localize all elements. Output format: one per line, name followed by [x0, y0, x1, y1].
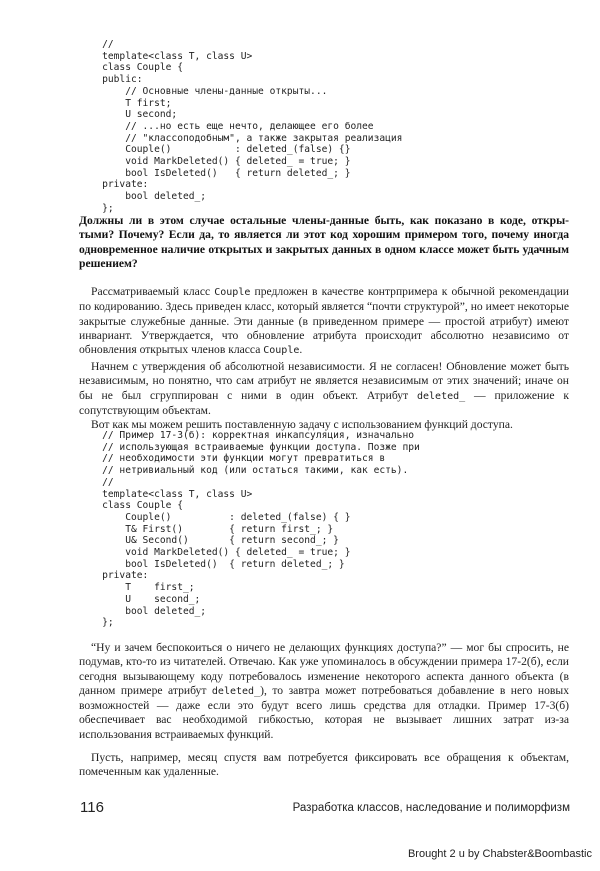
para5-text: Пусть, например, месяц спустя вам потребуется фиксировать все обращения к объектам, помеченным как удаленные. — [79, 751, 569, 779]
paragraph-example-month — [79, 751, 569, 780]
question-paragraph: Должны ли в этом случае остальные члены-данные быть, как показано в коде, откры-тыми? Почему? Если да, то является ли этот код хорошим примером того, почему иногда одновременное наличие открытых и закрытых данных в одном классе может быть удачным решением? — [79, 214, 569, 271]
para1-text-2: предложен в качестве контрпримера к обычной рекомендации по кодированию. Здесь приведен класс, который является “почти структурой”, но имеет некоторые закрытые служебные данные. Эти данные (в приведенном примере — простой атрибут) имеют инвариант. Утверждается, что обновление атрибута происходит абсолютно независимо от обновления открытых членов класса — [79, 285, 569, 357]
running-head: Разработка классов, наследование и полиморфизм — [292, 802, 570, 814]
para1-text-3: . — [299, 343, 303, 357]
code-listing-couple-public: // template<class T, class U> class Couple { public: // Основные члены-данные открыты... T first; U second; // ...но есть еще нечто, делающее его более // "классоподобным", а также закрытая реализация Couple() : deleted_(false) {} void MarkDeleted() { deleted_ = true; } bool IsDeleted() { return deleted_; } private: bool deleted_; }; — [102, 39, 403, 214]
inline-code-couple: Couple — [214, 287, 251, 298]
paragraph-independence — [79, 360, 569, 418]
paragraph-why-accessors — [79, 641, 569, 742]
para3-text: Вот как мы можем решить поставленную задачу с использованием функций доступа. — [91, 418, 513, 431]
para4-text-1: “Ну и зачем беспокоиться о ничего не делающих функциях доступа?” — мог бы спросить, не подумав, кто-то из читателей. Отвечаю. Как уже упоминалось в обсуждении примера 17-2(б), если сегодня вызывающему коду потребовалось изменение некоторого аспекта данного объекта (в данном примере атрибут — [79, 641, 569, 697]
para2-text-1: Начнем с утверждения об абсолютной независимости. Я не согласен! Обновление может быть независимым, но понятно, что сам атрибут не является независимым от этих значений; иначе он бы не был сгруппирован с ними в один объект. Атрибут — [79, 360, 569, 402]
inline-code-deleted-2: deleted_ — [211, 685, 261, 697]
inline-code-couple-2: Couple — [263, 345, 300, 357]
code-listing-example-17-3b: // Пример 17-3(б): корректная инкапсуляция, изначально // использующая встраиваемые функции доступа. Позже при // необходимости эти функции могут превратиться в // нетривиальный код (или остаться такими, как есть). // template<class T, class U> class Couple { Couple() : deleted_(false) { } T& First() { return first_; } U& Second() { return second_; } void MarkDeleted() { deleted_ = true; } bool IsDeleted() { return deleted_; } private: T first_; U second_; bool deleted_; }; — [102, 430, 420, 629]
inline-code-deleted: deleted_ — [417, 390, 466, 402]
para2-text-2: — приложение к сопутствующим объектам. — [79, 388, 569, 417]
paragraph-couple-description — [79, 285, 569, 358]
para1-text-1: Рассматриваемый класс — [91, 285, 215, 298]
page-number: 116 — [80, 799, 104, 816]
scan-credit: Brought 2 u by Chabster&Boombastic — [407, 848, 592, 860]
para4-text-2: ), то завтра может потребоваться добавление в него новых возможностей — даже если это будут всего лишь средства для отладки. Пример 17-3(б) обеспечивает вас необходимой гибкостью, которая не вызывает лишних затрат из-за использования встраиваемых функций. — [79, 683, 569, 741]
